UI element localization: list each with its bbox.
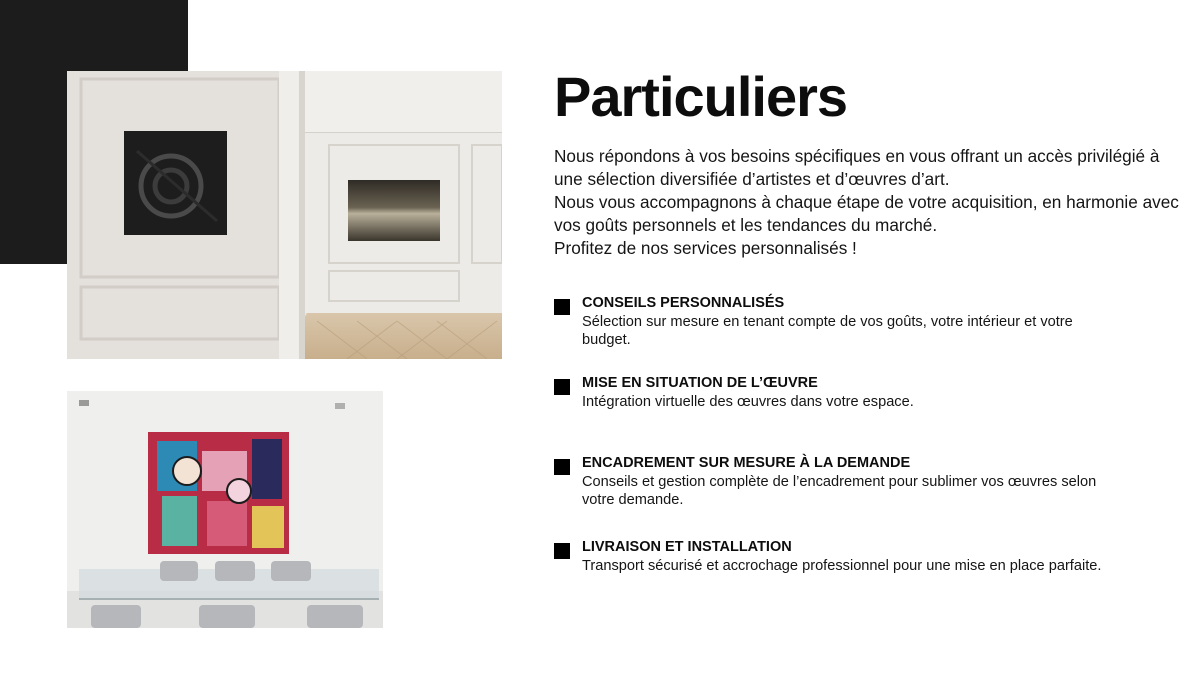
intro-paragraph: Nous répondons à vos besoins spécifiques en vous offrant un accès privilégié à une sélection diversifiée d’artistes et d’œuvres d’art. [554, 146, 1160, 189]
service-title: ENCADREMENT SUR MESURE À LA DEMANDE [582, 455, 911, 471]
service-title: MISE EN SITUATION DE L’ŒUVRE [582, 375, 818, 391]
service-title: LIVRAISON ET INSTALLATION [582, 539, 792, 555]
service-description: Sélection sur mesure en tenant compte de vos goûts, votre intérieur et votre budget. [582, 314, 1073, 348]
square-bullet-icon [554, 459, 570, 475]
square-bullet-icon [554, 543, 570, 559]
service-title: CONSEILS PERSONNALISÉS [582, 295, 785, 311]
service-description: Transport sécurisé et accrochage professionnel pour une mise en place parfaite. [582, 558, 1102, 574]
intro-paragraph: Nous vous accompagnons à chaque étape de votre acquisition, en harmonie avec vos goûts personnels et les tendances du marché. [554, 192, 1179, 235]
square-bullet-icon [554, 379, 570, 395]
service-description: Conseils et gestion complète de l’encadrement pour sublimer vos œuvres selon votre demande. [582, 474, 1097, 508]
gallery-room-photo [67, 71, 502, 359]
intro-text [554, 145, 1184, 260]
intro-paragraph: Profitez de nos services personnalisés ! [554, 238, 857, 258]
dining-room-photo [67, 391, 383, 628]
service-description: Intégration virtuelle des œuvres dans votre espace. [582, 394, 914, 410]
page-title: Particuliers [554, 65, 848, 128]
square-bullet-icon [554, 299, 570, 315]
